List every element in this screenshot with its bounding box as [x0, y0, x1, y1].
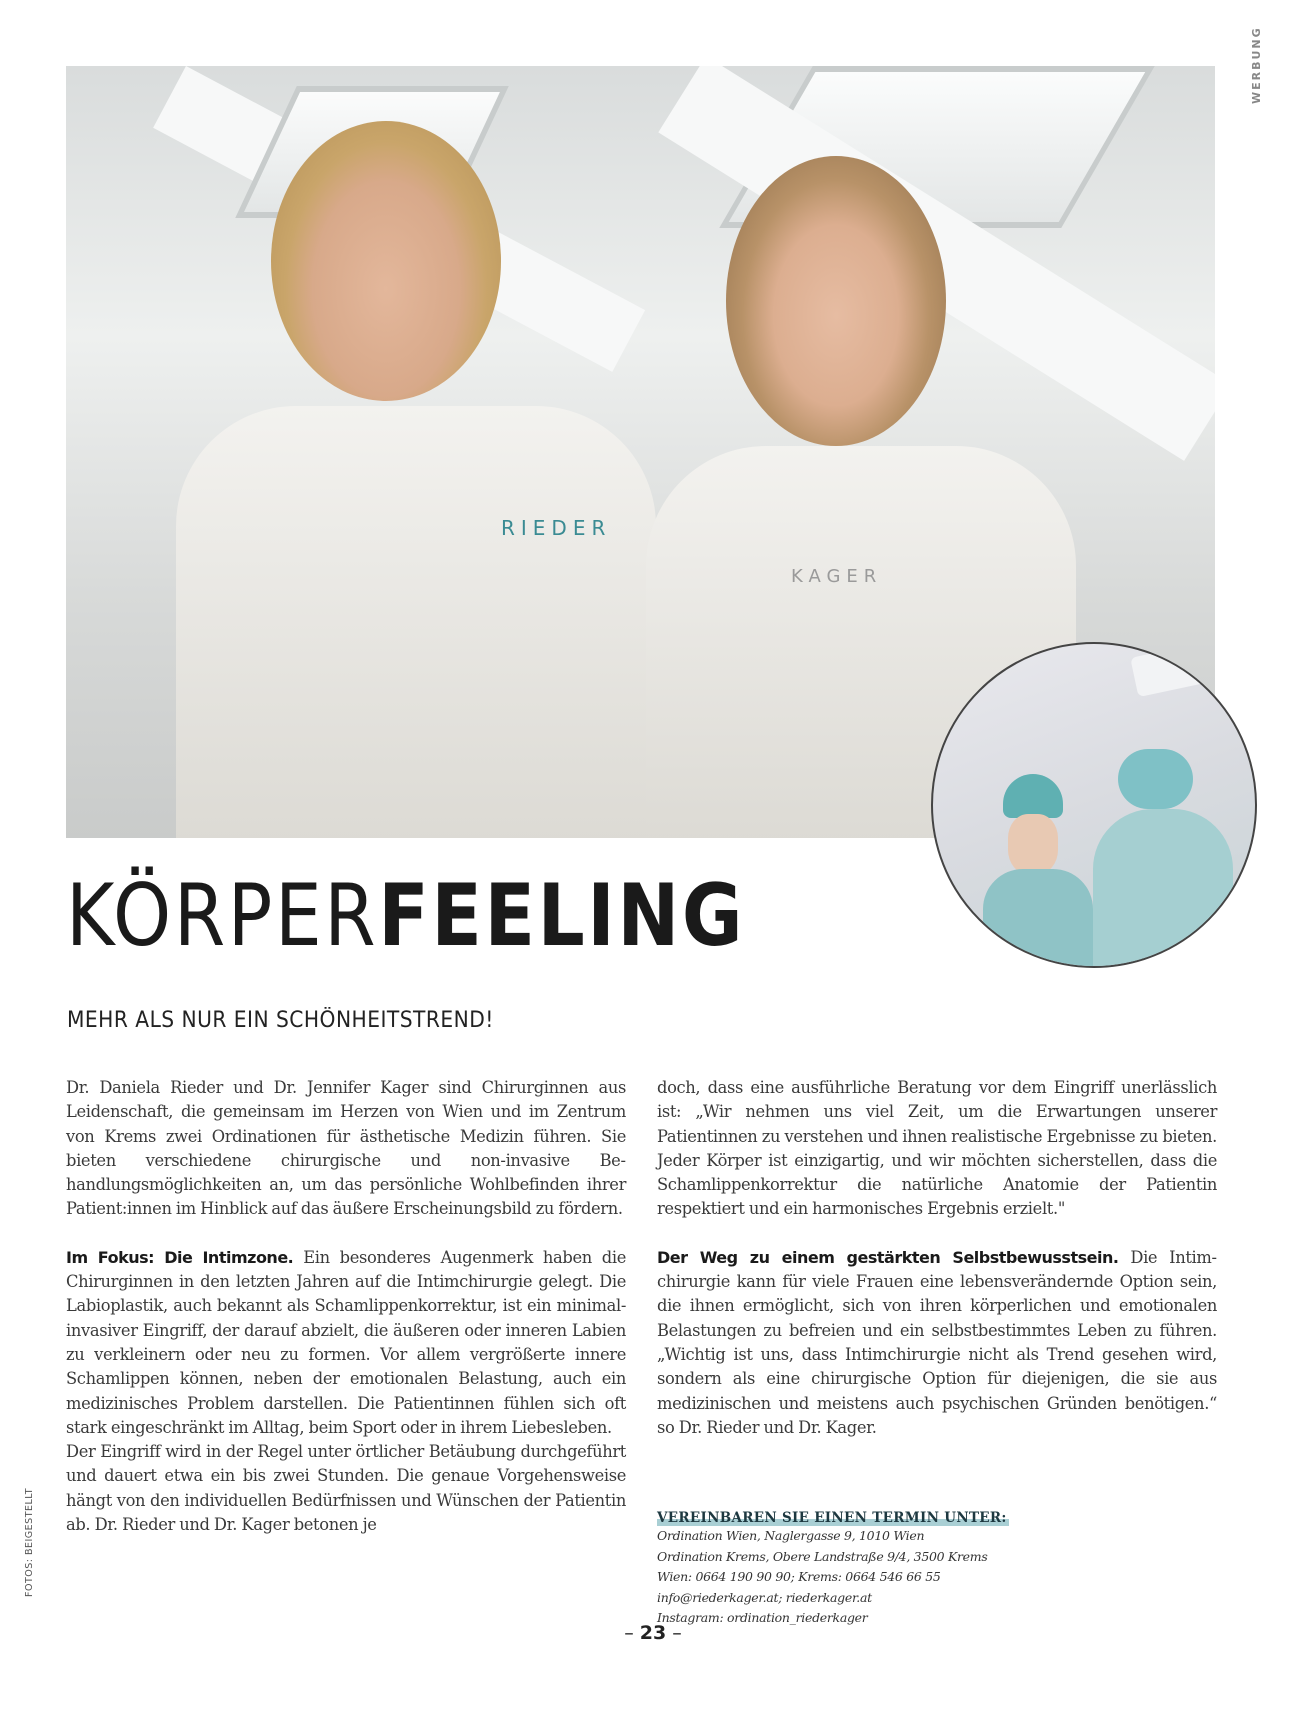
section-text: Ein besonderes Augenmerk haben die Chirurginnen in den letzten Jahren auf die Intimchirurgie gelegt. Die Labioplastik, auch bekannt als Schamlippenkorrektur, ist ein minimal-invasiver Eingriff, der darauf abzielt, die äußeren oder inneren Labien zu verkleinern oder neu zu formen. Vor allem vergrößerte innere Schamlippen können, neben der emotionalen Belastung, auch ein medizinisches Problem darstellen. Die Patientinnen fühlen sich oft stark eingeschränkt im Alltag, beim Sport oder in ihrem Liebesleben.: [66, 1247, 627, 1437]
headline-bold: FEELING: [378, 866, 746, 966]
section-paragraph: [657, 1246, 1217, 1440]
scrubs: [983, 869, 1093, 968]
contact-phone: Wien: 0664 190 90 90; Krems: 0664 546 66 55: [657, 1569, 941, 1584]
section-heading: Der Weg zu einem gestärkten Selbstbewusstsein.: [657, 1247, 1119, 1267]
face: [726, 156, 946, 446]
inset-photo-surgeons: [931, 642, 1257, 968]
contact-instagram: Instagram: ordination_riederkager: [657, 1610, 868, 1625]
contact-address-wien: Ordination Wien, Naglergasse 9, 1010 Wien: [657, 1528, 925, 1543]
section-text: Die Intimchirurgie kann für viele Frauen eine lebensverändernde Option sein, die ihnen ermöglicht, sich von ihren körperlichen und emotionalen Belastungen zu befreien und ein selbstbestimmtes Leben zu führen. „Wichtig ist uns, dass Intimchirurgie nicht als Trend gesehen wird, sondern als eine chirurgische Option für diejenigen, die sie aus medizinischen und meistens auch psychischen Gründen benötigen.“ so Dr. Rieder und Dr. Kager.: [657, 1247, 1218, 1437]
contact-box: [657, 1507, 1217, 1629]
article-column-2: [657, 1076, 1217, 1440]
contact-heading: VEREINBAREN SIE EINEN TERMIN UNTER:: [657, 1510, 1007, 1526]
contact-email-web: info@riederkager.at; riederkager.at: [657, 1589, 872, 1605]
page-number-value: 23: [639, 1622, 667, 1644]
intro-paragraph: Dr. Daniela Rieder und Dr. Jennifer Kager sind Chirurginnen aus Leidenschaft, die gemeinsam im Herzen von Wien und im Zentrum von Krems zwei Ordinationen für ästhetische Medizin führen. Sie bieten verschiedene chirurgische und non-invasive Behandlungsmöglichkeiten an, um das persönliche Wohlbefinden ihrer Patient:innen im Hinblick auf das äußere Erscheinungsbild zu fördern.: [66, 1078, 626, 1219]
paragraph: doch, dass eine ausführliche Beratung vor dem Eingriff unerlässlich ist: „Wir nehmen uns viel Zeit, um die Erwartungen unserer Patientinnen zu verstehen und ihnen realistische Ergebnisse zu bieten. Jeder Körper ist einzigartig, und wir möchten sicherstellen, dass die Schamlippenkorrektur die natürliche Anatomie der Patientin respektiert und ein harmonisches Ergebnis erzielt.": [657, 1078, 1217, 1219]
surgical-cap: [1003, 774, 1063, 818]
headline-light: KÖRPER: [66, 866, 379, 966]
photo-credit: FOTOS: BEIGESTELLT: [24, 1487, 35, 1597]
face: [271, 121, 501, 401]
surgical-cap: [1118, 749, 1193, 809]
contact-address-krems: Ordination Krems, Obere Landstraße 9/4, 3500 Krems: [657, 1548, 988, 1564]
paragraph: Der Eingriff wird in der Regel unter örtlicher Betäubung durchgeführt und dauert etwa ein bis zwei Stunden. Die genaue Vorgehensweise hängt von den individuellen Bedürfnissen und Wünschen der Patientin ab. Dr. Rieder und Dr. Kager betonen je: [66, 1442, 626, 1535]
section-paragraph: [66, 1246, 626, 1440]
lab-coat: [176, 406, 656, 838]
coat-name: KAGER: [791, 566, 883, 587]
advertisement-label: WERBUNG: [1250, 26, 1263, 104]
face: [1008, 814, 1058, 874]
section-heading: Im Fokus: Die Intimzone.: [66, 1247, 294, 1267]
headline: [66, 866, 745, 966]
coat-name: RIEDER: [501, 516, 612, 540]
page-number: – 23 –: [624, 1622, 682, 1644]
scrubs: [1093, 809, 1233, 968]
article-column-1: [66, 1076, 626, 1537]
subtitle: MEHR ALS NUR EIN SCHÖNHEITSTREND!: [67, 1008, 494, 1033]
